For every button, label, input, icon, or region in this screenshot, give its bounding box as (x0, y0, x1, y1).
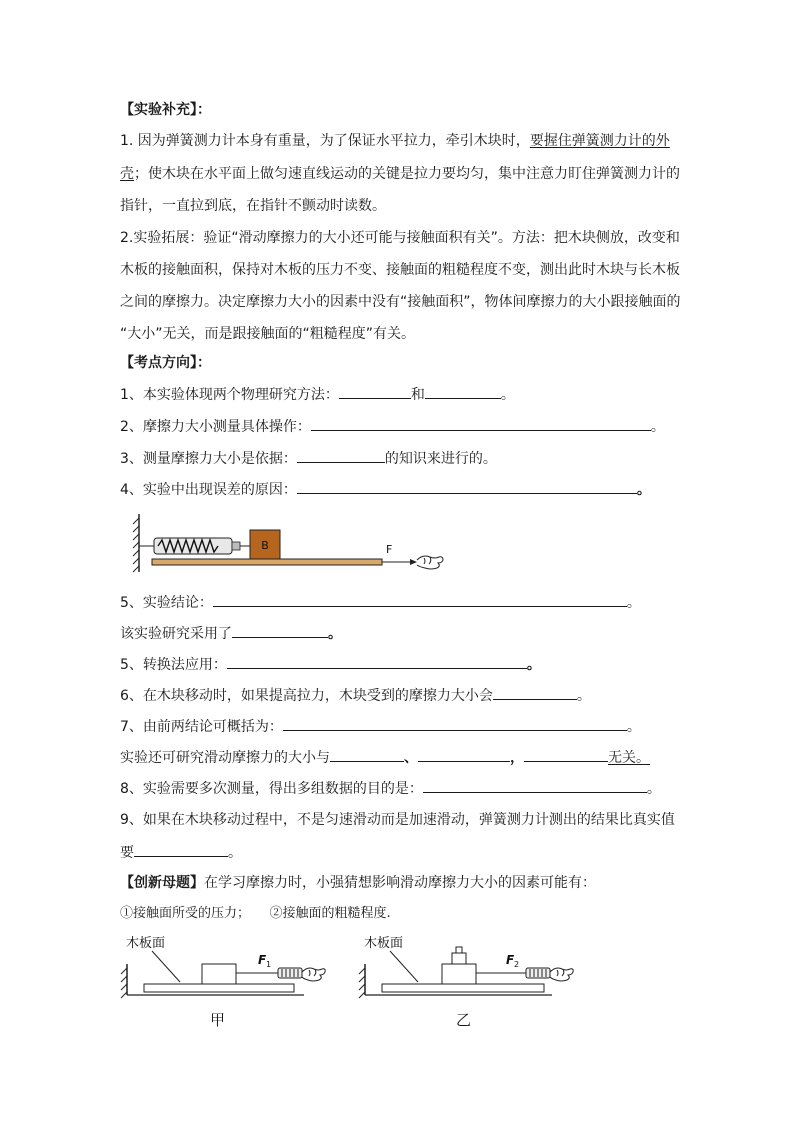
force-subscript: 1 (266, 960, 272, 969)
wooden-block (202, 964, 236, 984)
paragraph-1-line-2: 壳；使木块在水平面上做匀速直线运动的关键是拉力要均匀，集中注意力盯住弹簧测力计的 (120, 166, 680, 182)
question-5-conversion: 5、转换法应用： 。 (120, 654, 541, 675)
force-label: F (506, 953, 515, 967)
question-7-extension: 实验还可研究滑动摩擦力的大小与 、 ， 无关。 (120, 747, 650, 768)
answer-blank[interactable] (134, 842, 228, 857)
spring-scale (154, 538, 250, 554)
question-2: 2、摩擦力大小测量具体操作： 。 (120, 416, 665, 437)
paragraph-2-line-2: 木板的接触面积，保持对木板的压力不变、接触面的粗糙程度不变，测出此时木块与长木板 (120, 262, 680, 278)
paragraph-1-line-3: 指针，一直拉到底，在指针不颤动时读数。 (120, 198, 386, 214)
surface-pointer (390, 951, 418, 982)
question-7: 7、由前两结论可概括为： 。 (120, 716, 641, 737)
answer-blank[interactable] (283, 716, 627, 731)
hand-icon (550, 968, 573, 981)
weight (452, 953, 466, 964)
answer-blank[interactable] (493, 685, 577, 700)
experiment-figure-yi (356, 932, 586, 1032)
answer-blank[interactable] (297, 479, 637, 494)
answer-blank[interactable] (297, 448, 385, 463)
answer-blank[interactable] (339, 384, 411, 399)
question-1: 1、本实验体现两个物理研究方法： 和 。 (120, 384, 515, 405)
force-arrow (410, 559, 417, 565)
force-subscript: 2 (514, 960, 520, 969)
surface-label: 木板面 (364, 936, 404, 951)
question-4: 4、实验中出现误差的原因： 。 (120, 479, 651, 500)
answer-blank[interactable] (232, 623, 328, 638)
wooden-board (382, 984, 544, 992)
block-label: B (261, 539, 269, 552)
section-title-experiment-supplement: 【实验补充】： (120, 102, 211, 118)
wooden-board (144, 984, 294, 992)
paragraph-2-line-3: 之间的摩擦力。决定摩擦力大小的因素中没有“接触面积”，物体间摩擦力的大小跟接触面的 (120, 294, 681, 310)
paragraph-2-line-1: 2.实验拓展：验证“滑动摩擦力的大小还可能与接触面积有关”。方法：把木块侧放，改变和 (120, 230, 680, 246)
surface-pointer (152, 951, 180, 982)
factor-list: ①接触面所受的压力； ②接触面的粗糙程度. (120, 906, 391, 921)
question-3: 3、测量摩擦力大小是依据： 的知识来进行的。 (120, 448, 497, 469)
hand-icon (302, 968, 325, 981)
question-5-method: 该实验研究采用了 。 (120, 623, 342, 644)
question-9-line-2: 要 。 (120, 842, 242, 863)
figure-caption: 甲 (210, 1011, 226, 1029)
question-6: 6、在木块移动时，如果提高拉力，木块受到的摩擦力大小会 。 (120, 685, 591, 706)
surface-label: 木板面 (126, 936, 166, 951)
answer-blank[interactable] (227, 654, 527, 669)
force-label: F (386, 543, 393, 556)
paragraph-1-line-1: 1. 因为弹簧测力计本身有重量，为了保证水平拉力，牵引木块时，要握住弹簧测力计的外 (120, 133, 670, 149)
answer-blank[interactable] (423, 778, 647, 793)
question-9-line-1: 9、如果在木块移动过程中，不是匀速滑动而是加速滑动，弹簧测力计测出的结果比真实值 (120, 812, 675, 828)
wall-hatching (133, 518, 139, 572)
question-5: 5、实验结论： 。 (120, 592, 641, 613)
experiment-figure-jia (118, 932, 338, 1032)
answer-blank[interactable] (213, 592, 627, 607)
hand-icon (417, 556, 443, 569)
force-label: F (258, 953, 267, 967)
answer-blank[interactable] (311, 416, 651, 431)
answer-blank[interactable] (524, 747, 608, 762)
wall-hatching (359, 968, 365, 998)
wooden-block (442, 964, 476, 984)
innovation-question-intro: 【创新母题】在学习摩擦力时，小强猜想影响滑动摩擦力大小的因素可能有： (120, 875, 596, 891)
figure-caption: 乙 (456, 1011, 472, 1029)
question-8: 8、实验需要多次测量，得出多组数据的目的是： 。 (120, 778, 661, 799)
spring-scale-apparatus-figure (120, 508, 460, 578)
answer-blank[interactable] (418, 747, 510, 762)
weight-knob (456, 947, 462, 953)
wooden-board (152, 559, 382, 565)
section-title-exam-points: 【考点方向】： (120, 355, 211, 371)
wall-hatching (121, 968, 127, 998)
answer-blank[interactable] (425, 384, 501, 399)
paragraph-2-line-4: “大小”无关，而是跟接触面的“粗糙程度”有关。 (120, 326, 416, 342)
answer-blank[interactable] (330, 747, 404, 762)
